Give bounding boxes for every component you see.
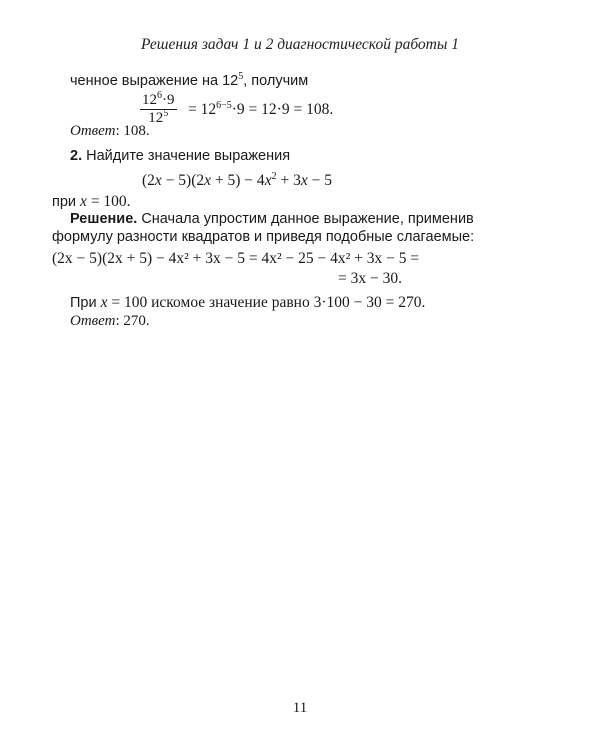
solution-line-1: Решение. Сначала упростим данное выражение, применив xyxy=(70,211,474,227)
answer-1: Ответ: 108. xyxy=(70,123,150,139)
task-2-expression: $(2x - 5)(2x + 5) - 4x^2 + 3x - 5$ xyxy=(142,171,332,189)
answer-2: Ответ: 270. xyxy=(70,313,150,329)
continuation-line: ченное выражение на $12^5$, получим xyxy=(70,71,309,89)
task-2-statement: 2. Найдите значение выражения xyxy=(70,148,291,164)
page-number: 11 xyxy=(292,700,308,716)
fraction-12-6-over-12-5: $\frac{12^6\cdot 9}{12^5}$ xyxy=(142,90,175,126)
solution-equation-line-2: = 3x − 30. xyxy=(338,270,402,287)
solution-line-2: формулу разности квадратов и приведя подобные слагаемые: xyxy=(52,229,475,245)
solution-equation-line-1: (2x − 5)(2x + 5) − 4x² + 3x − 5 = 4x² − 25 − 4x² + 3x − 5 = xyxy=(52,250,420,267)
solution-final: При x = 100 искомое значение равно 3·100 − 30 = 270. xyxy=(70,294,426,311)
task-2-condition: при x = 100. xyxy=(52,193,131,210)
equation-1-rhs: = $12^{6-5}\cdot 9 = 12\cdot 9 = 108$. xyxy=(188,100,334,118)
running-header: Решения задач 1 и 2 диагностической работы 1 xyxy=(140,36,459,53)
